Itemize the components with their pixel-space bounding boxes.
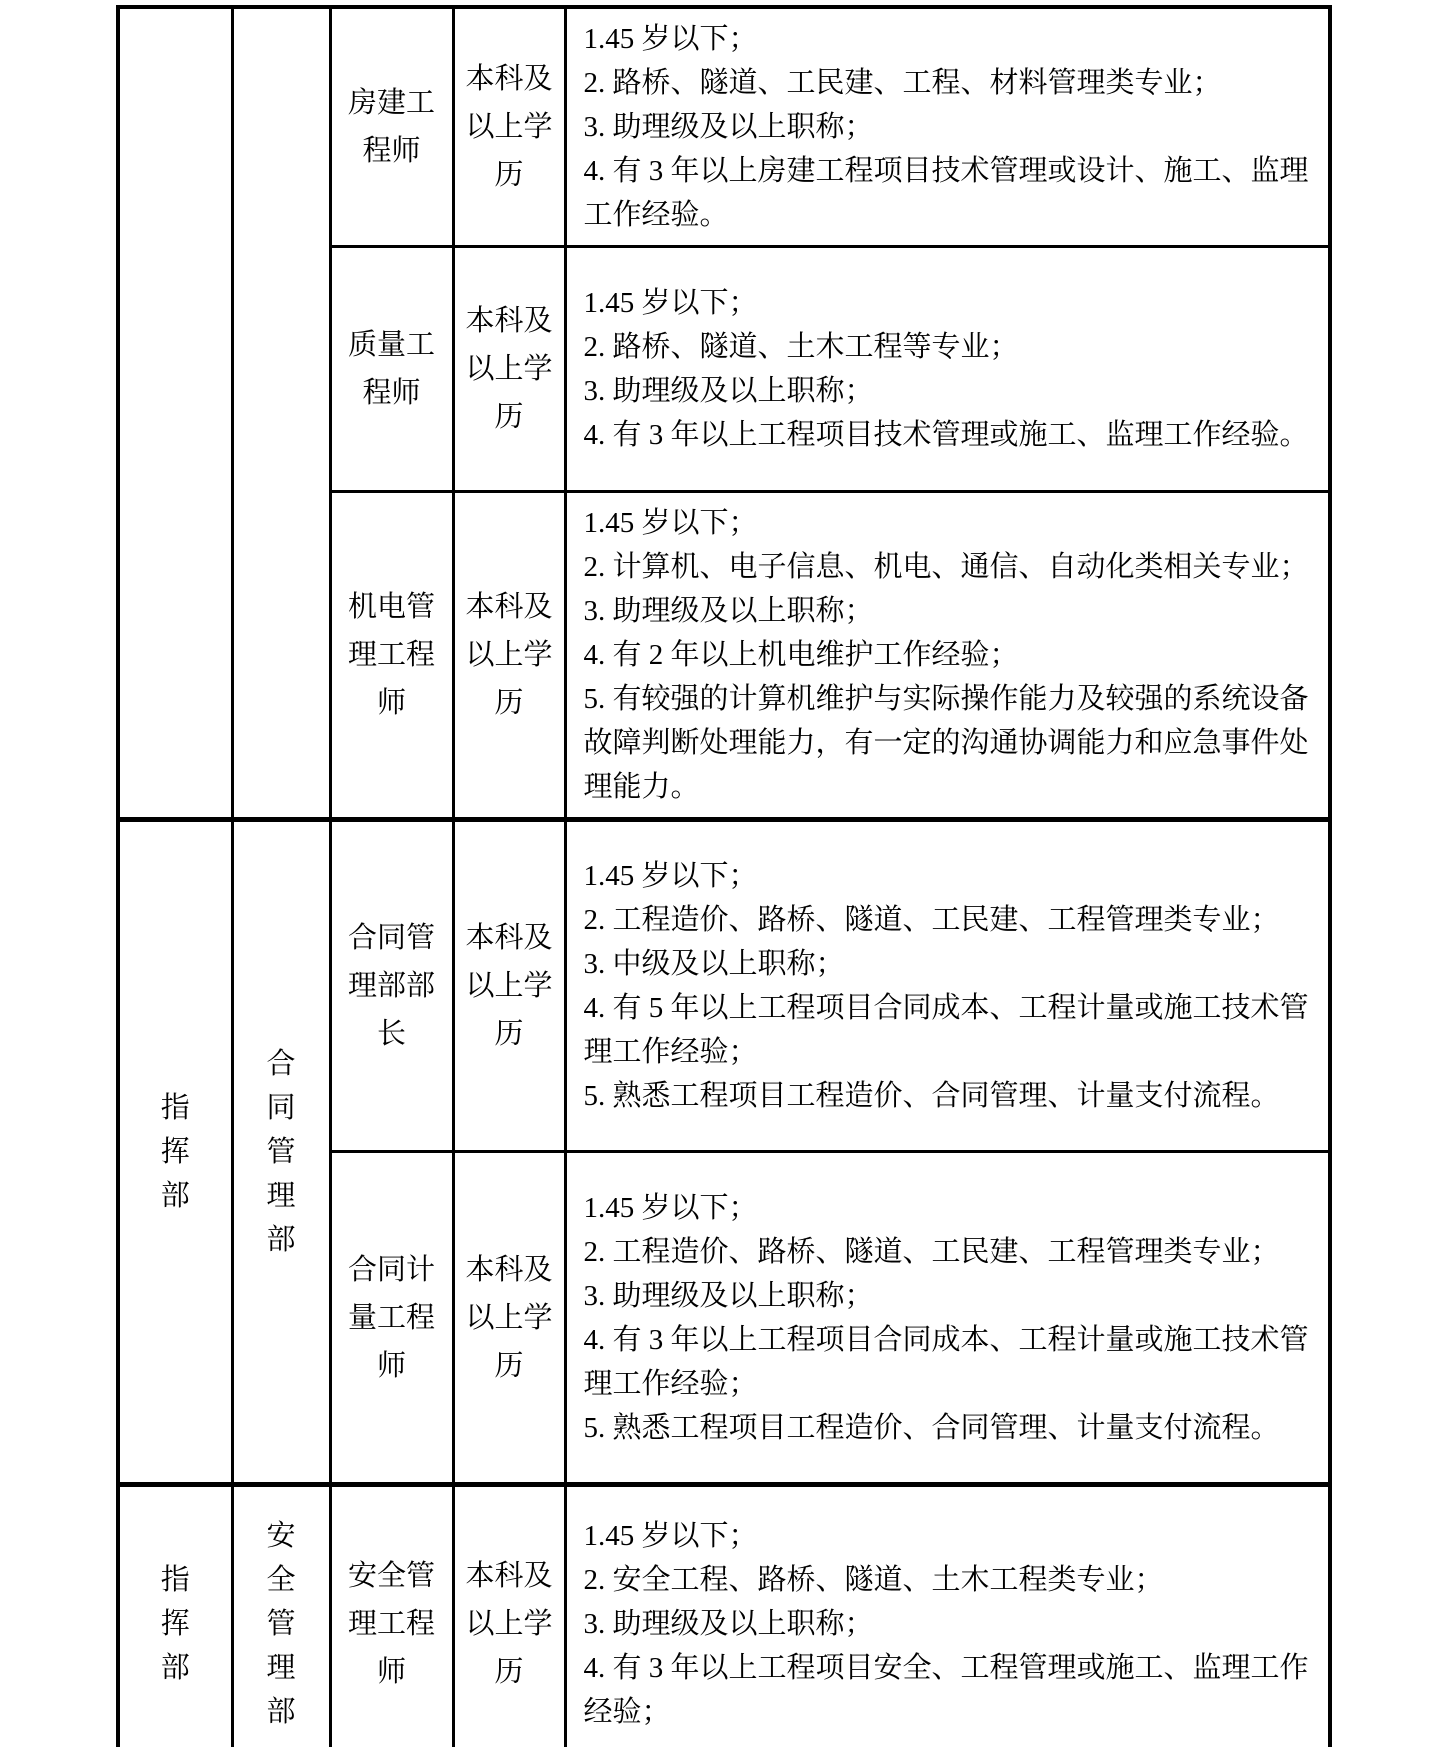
table-row (118, 7, 1330, 247)
headquarters-label: 指挥部 (160, 1092, 190, 1212)
cell-position (330, 1485, 453, 1747)
cell-education (453, 1485, 565, 1747)
cell-position (330, 492, 453, 820)
requirement-item: 1.45 岁以下； (583, 1519, 758, 1552)
requirement-item: 3. 助理级及以上职称； (583, 1279, 874, 1312)
recruitment-requirements-table (116, 5, 1332, 1747)
requirement-item: 4. 有 3 年以上工程项目合同成本、工程计量或施工技术管理工作经验； (583, 1323, 1309, 1400)
requirement-item: 5. 熟悉工程项目工程造价、合同管理、计量支付流程。 (583, 1080, 1280, 1112)
position-label: 合同计量工程师 (347, 1253, 435, 1382)
education-label: 本科及以上学历 (465, 1559, 553, 1688)
education-label: 本科及以上学历 (465, 922, 553, 1050)
cell-position (330, 820, 453, 1152)
table-row (118, 1485, 1330, 1747)
requirement-item: 2. 路桥、隧道、工民建、工程、材料管理类专业； (583, 67, 1222, 99)
requirement-item: 2. 工程造价、路桥、隧道、工民建、工程管理类专业； (583, 1235, 1280, 1268)
requirement-item: 3. 助理级及以上职称； (583, 375, 874, 407)
cell-requirements (565, 247, 1330, 492)
cell-education (453, 7, 565, 247)
requirement-item: 1.45 岁以下； (583, 287, 758, 319)
requirement-item: 1.45 岁以下； (583, 1191, 758, 1224)
cell-headquarters (118, 1485, 232, 1747)
department-label: 安全管理部 (266, 1519, 296, 1728)
position-label: 合同管理部部长 (347, 922, 435, 1050)
cell-headquarters-empty (118, 7, 232, 820)
cell-department-empty (232, 7, 330, 820)
department-label: 合同管理部 (266, 1048, 296, 1256)
requirement-item: 3. 助理级及以上职称； (583, 1607, 874, 1640)
headquarters-label: 指挥部 (160, 1563, 190, 1684)
cell-position (330, 247, 453, 492)
table-row (118, 820, 1330, 1152)
requirement-item: 2. 计算机、电子信息、机电、通信、自动化类相关专业； (583, 551, 1309, 583)
cell-education (453, 492, 565, 820)
cell-position (330, 7, 453, 247)
requirement-item: 1.45 岁以下； (583, 23, 758, 55)
cell-headquarters (118, 820, 232, 1485)
requirement-item: 4. 有 3 年以上工程项目安全、工程管理或施工、监理工作经验； (583, 1651, 1309, 1728)
requirement-item: 5. 有较强的计算机维护与实际操作能力及较强的系统设备故障判断处理能力，有一定的沟通协调能力和应急事件处理能力。 (583, 683, 1309, 803)
requirement-item: 4. 有 3 年以上工程项目技术管理或施工、监理工作经验。 (583, 419, 1309, 451)
requirement-item: 4. 有 3 年以上房建工程项目技术管理或设计、施工、监理工作经验。 (583, 155, 1309, 231)
cell-requirements (565, 820, 1330, 1152)
position-label: 质量工程师 (347, 329, 435, 409)
position-label: 机电管理工程师 (347, 591, 435, 719)
requirement-item: 3. 助理级及以上职称； (583, 595, 874, 627)
requirement-item: 4. 有 5 年以上工程项目合同成本、工程计量或施工技术管理工作经验； (583, 992, 1309, 1068)
requirement-item: 2. 路桥、隧道、土木工程等专业； (583, 331, 1019, 363)
education-label: 本科及以上学历 (465, 305, 553, 433)
requirement-item: 3. 助理级及以上职称； (583, 111, 874, 143)
requirement-item: 5. 熟悉工程项目工程造价、合同管理、计量支付流程。 (583, 1411, 1280, 1444)
cell-requirements (565, 492, 1330, 820)
requirement-item: 2. 工程造价、路桥、隧道、工民建、工程管理类专业； (583, 904, 1280, 936)
requirement-item: 1.45 岁以下； (583, 860, 758, 892)
education-label: 本科及以上学历 (465, 1253, 553, 1382)
cell-position (330, 1152, 453, 1485)
cell-education (453, 247, 565, 492)
cell-requirements (565, 1485, 1330, 1747)
requirement-item: 1.45 岁以下； (583, 507, 758, 539)
education-label: 本科及以上学历 (465, 63, 553, 191)
cell-education (453, 1152, 565, 1485)
cell-requirements (565, 1152, 1330, 1485)
requirement-item: 2. 安全工程、路桥、隧道、土木工程类专业； (583, 1563, 1164, 1596)
cell-education (453, 820, 565, 1152)
position-label: 安全管理工程师 (347, 1559, 435, 1688)
requirement-item: 4. 有 2 年以上机电维护工作经验； (583, 639, 1019, 671)
requirement-item: 3. 中级及以上职称； (583, 948, 845, 980)
cell-requirements (565, 7, 1330, 247)
education-label: 本科及以上学历 (465, 591, 553, 719)
cell-department (232, 1485, 330, 1747)
cell-department (232, 820, 330, 1485)
position-label: 房建工程师 (347, 87, 435, 167)
